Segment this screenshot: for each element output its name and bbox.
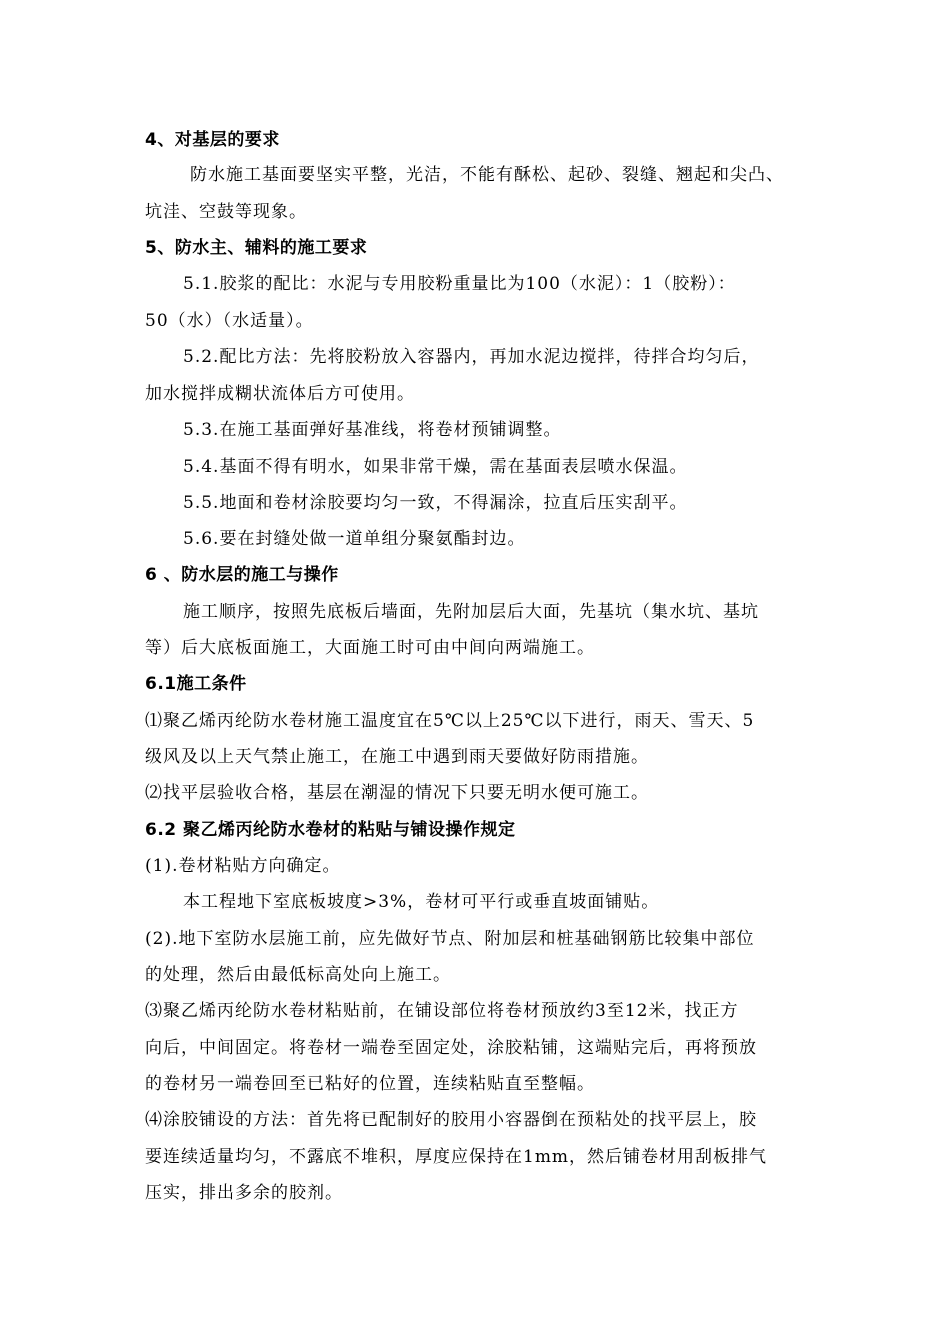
paragraph-line: ⑷涂胶铺设的方法：首先将已配制好的胶用小容器倒在预粘处的找平层上，胶: [145, 1110, 757, 1130]
paragraph-line: 5.3.在施工基面弹好基准线，将卷材预铺调整。: [183, 420, 562, 440]
paragraph-line: ⑴聚乙烯丙纶防水卷材施工温度宜在5℃以上25℃以下进行，雨天、雪天、5: [145, 711, 755, 731]
heading-5: 5、防水主、辅料的施工要求: [145, 238, 368, 258]
paragraph-line: 本工程地下室底板坡度>3%，卷材可平行或垂直坡面铺贴。: [183, 892, 660, 912]
paragraph-line: 的卷材另一端卷回至已粘好的位置，连续粘贴直至整幅。: [145, 1074, 595, 1094]
paragraph-line: 5.2.配比方法：先将胶粉放入容器内，再加水泥边搅拌，待拌合均匀后，: [183, 347, 760, 367]
paragraph-line: (2).地下室防水层施工前，应先做好节点、附加层和桩基础钢筋比较集中部位: [145, 929, 755, 949]
paragraph-line: 防水施工基面要坚实平整，光洁，不能有酥松、起砂、裂缝、翘起和尖凸、: [190, 165, 784, 185]
paragraph-line: 5.1.胶浆的配比：水泥与专用胶粉重量比为100（水泥）：1（胶粉）：: [183, 274, 736, 294]
paragraph-line: 施工顺序，按照先底板后墙面，先附加层后大面，先基坑（集水坑、基坑: [183, 602, 759, 622]
paragraph-line: ⑵找平层验收合格，基层在潮湿的情况下只要无明水便可施工。: [145, 783, 649, 803]
paragraph-line: 要连续适量均匀，不露底不堆积，厚度应保持在1mm，然后铺卷材用刮板排气: [145, 1147, 768, 1167]
heading-6-2: 6.2 聚乙烯丙纶防水卷材的粘贴与铺设操作规定: [145, 820, 516, 840]
paragraph-line: ⑶聚乙烯丙纶防水卷材粘贴前，在铺设部位将卷材预放约3至12米，找正方: [145, 1001, 739, 1021]
paragraph-line: 压实，排出多余的胶剂。: [145, 1183, 343, 1203]
heading-6: 6 、防水层的施工与操作: [145, 565, 339, 585]
paragraph-line: 加水搅拌成糊状流体后方可使用。: [145, 384, 415, 404]
paragraph-line: 的处理，然后由最低标高处向上施工。: [145, 965, 451, 985]
paragraph-line: 向后，中间固定。将卷材一端卷至固定处，涂胶粘铺，这端贴完后，再将预放: [145, 1038, 757, 1058]
paragraph-line: 50（水）（水适量）。: [145, 311, 314, 331]
paragraph-line: 5.6.要在封缝处做一道单组分聚氨酯封边。: [183, 529, 526, 549]
paragraph-line: 5.4.基面不得有明水，如果非常干燥，需在基面表层喷水保温。: [183, 457, 688, 477]
paragraph-line: 5.5.地面和卷材涂胶要均匀一致，不得漏涂，拉直后压实刮平。: [183, 493, 688, 513]
heading-4: 4、对基层的要求: [145, 130, 280, 150]
paragraph-line: 级风及以上天气禁止施工，在施工中遇到雨天要做好防雨措施。: [145, 747, 649, 767]
paragraph-line: (1).卷材粘贴方向确定。: [145, 856, 341, 876]
heading-6-1: 6.1施工条件: [145, 674, 247, 694]
paragraph-line: 等）后大底板面施工，大面施工时可由中间向两端施工。: [145, 638, 595, 658]
paragraph-line: 坑洼、空鼓等现象。: [145, 202, 307, 222]
